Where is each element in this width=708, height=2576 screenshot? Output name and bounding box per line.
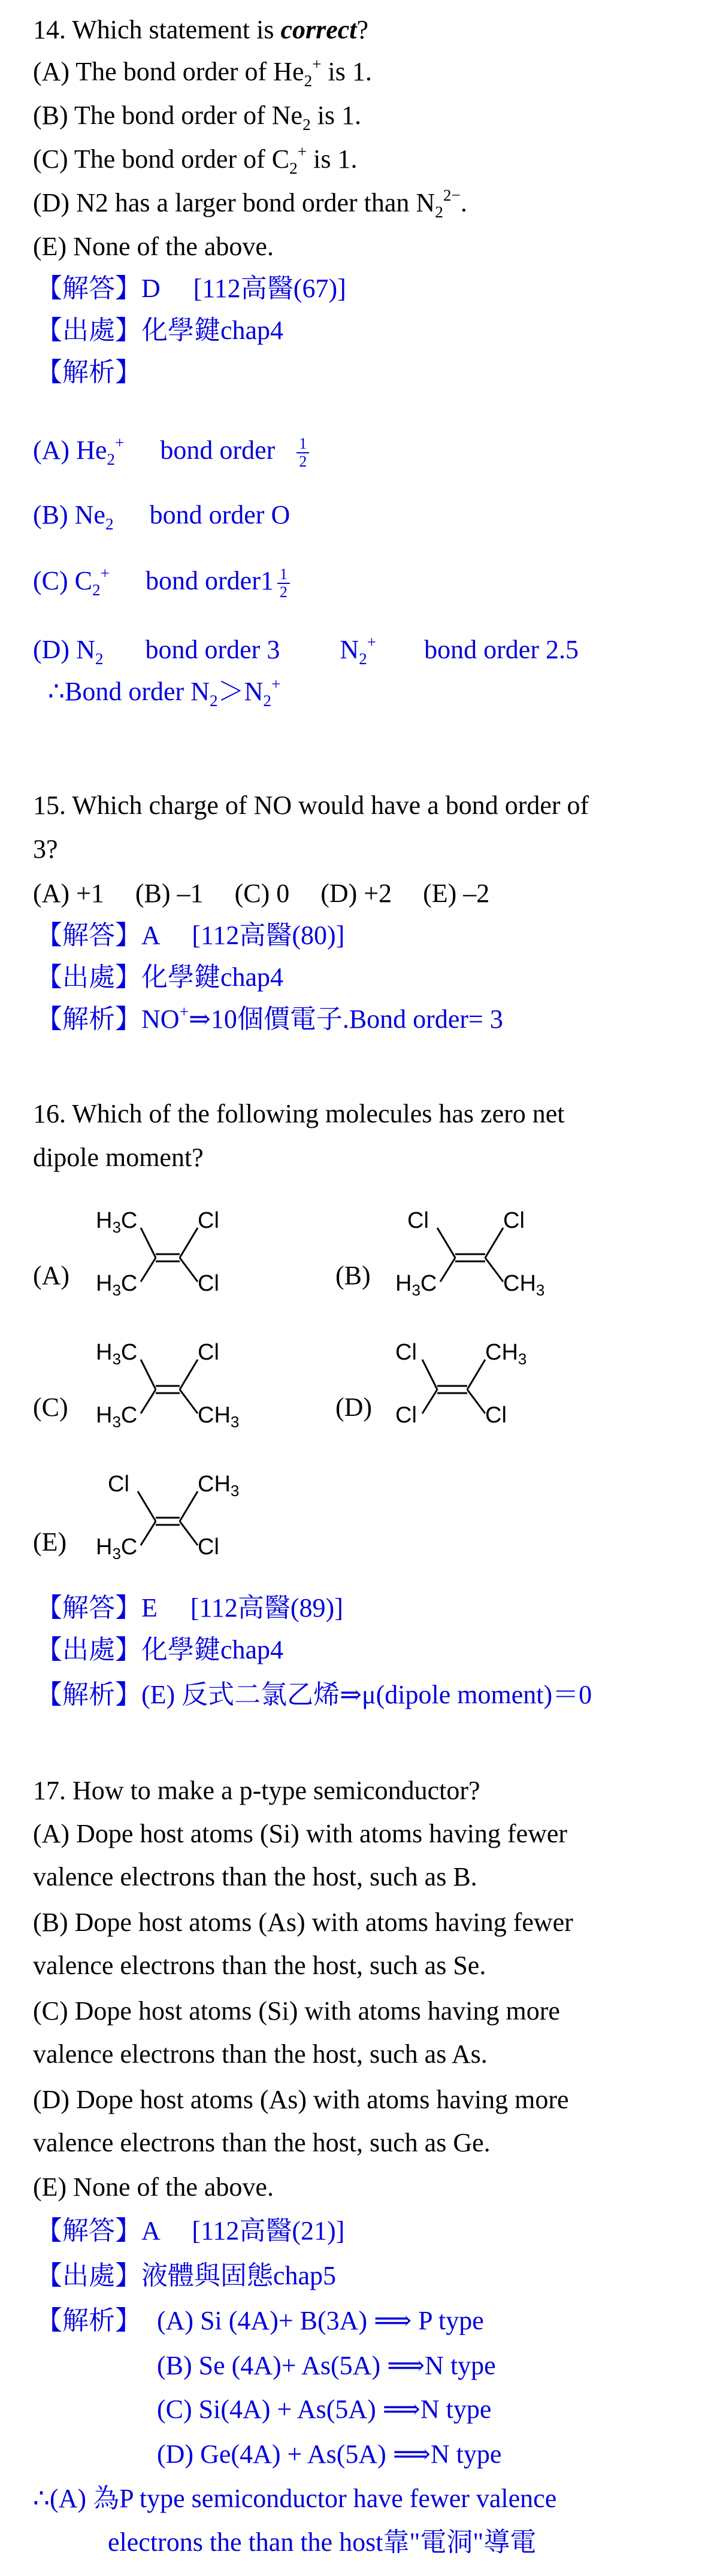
atom-label: Cl bbox=[108, 1472, 129, 1497]
q16-label-a: (A) bbox=[33, 1261, 70, 1290]
q16-label-b: (B) bbox=[335, 1261, 371, 1290]
q17-stem: 17. How to make a p-type semiconductor? bbox=[33, 1776, 480, 1805]
atom-label: Cl bbox=[198, 1534, 219, 1560]
q15-options bbox=[33, 876, 489, 912]
q16-stem-line2: dipole moment? bbox=[33, 1143, 204, 1172]
q17-option-d-line2: valence electrons than the host, such as Ge. bbox=[33, 2128, 491, 2157]
q15-option: (D) +2 bbox=[320, 879, 392, 908]
molecule-b bbox=[395, 1192, 593, 1309]
q14-option-c: (C) The bond order of $C_2^+$ is 1. bbox=[33, 142, 358, 177]
atom-label: Cl bbox=[407, 1208, 429, 1233]
q15-stem-line1: 15. Which charge of NO would have a bond order of bbox=[33, 791, 589, 820]
q17-option-b-line1: (B) Dope host atoms (As) with atoms having fewer bbox=[33, 1908, 573, 1937]
q15-option: (A) +1 bbox=[33, 879, 104, 908]
q15-stem-line2: 3? bbox=[33, 834, 58, 864]
q17-conclusion-line2: electrons the than the host靠"電洞"導電 bbox=[108, 2527, 537, 2557]
q16-source: 【出處】化學鍵chap4 bbox=[36, 1635, 284, 1664]
q14-conclusion: ∴Bond order $N_2>N_2^+$ bbox=[48, 674, 281, 710]
molecule-d bbox=[395, 1324, 593, 1440]
atom-label: $CH_3$ bbox=[198, 1403, 240, 1431]
atom-label: $H_3C$ bbox=[395, 1271, 437, 1299]
q17-analysis-line: (B) Se (4A)+ As(5A) ⟹N type bbox=[157, 2351, 496, 2380]
q17-option-c-line1: (C) Dope host atoms (Si) with atoms having more bbox=[33, 1996, 560, 2026]
q17-analysis-label: 【解析】 bbox=[36, 2306, 141, 2335]
q15-answer: 【解答】A [112高醫(80)] bbox=[36, 921, 345, 950]
molecule-a bbox=[90, 1192, 270, 1309]
atom-label: $H_3C$ bbox=[96, 1271, 138, 1299]
atom-label: Cl bbox=[198, 1340, 219, 1365]
fraction-half: $\frac{1}{2}$ bbox=[277, 566, 290, 601]
q15-source: 【出處】化學鍵chap4 bbox=[36, 962, 284, 992]
atom-label: Cl bbox=[198, 1271, 219, 1296]
atom-label: $H_3C$ bbox=[96, 1340, 138, 1368]
q14-analysis-d: (D) $N_2$ bond order 3 $N_2^+$ bond order 2.5 bbox=[33, 632, 579, 668]
q17-conclusion-line1: ∴(A) 為P type semiconductor have fewer valence bbox=[33, 2484, 557, 2513]
atom-label: $H_3C$ bbox=[96, 1534, 138, 1563]
q17-option-d-line1: (D) Dope host atoms (As) with atoms having more bbox=[33, 2085, 569, 2114]
molecule-e bbox=[90, 1455, 288, 1572]
q16-answer: 【解答】E [112高醫(89)] bbox=[36, 1593, 343, 1623]
q14-stem: 14. Which statement is correct? bbox=[33, 15, 369, 44]
q16-label-c: (C) bbox=[33, 1393, 68, 1422]
q17-option-e: (E) None of the above. bbox=[33, 2172, 274, 2202]
atom-label: Cl bbox=[395, 1340, 417, 1365]
q17-source: 【出處】液體與固態chap5 bbox=[36, 2261, 337, 2290]
q14-option-b: (B) The bond order of $Ne_2$ is 1. bbox=[33, 101, 362, 134]
q17-option-a-line1: (A) Dope host atoms (Si) with atoms having fewer bbox=[33, 1819, 568, 1848]
q14-option-d: (D) N2 has a larger bond order than $N_2^{2-}$. bbox=[33, 186, 467, 221]
q15-option: (B) –1 bbox=[135, 879, 204, 908]
q15-option: (C) 0 bbox=[234, 879, 290, 908]
q14-analysis-c: (C) $C_2^+$ bond order1 $\frac{1}{2}$ bbox=[33, 563, 290, 601]
atom-label: $CH_3$ bbox=[503, 1271, 545, 1299]
q14-analysis-label: 【解析】 bbox=[36, 358, 141, 387]
atom-label: Cl bbox=[198, 1208, 219, 1233]
molecule-c bbox=[90, 1324, 288, 1440]
q17-analysis-line: (A) Si (4A)+ B(3A) ⟹ P type bbox=[157, 2306, 484, 2335]
atom-label: $H_3C$ bbox=[96, 1208, 138, 1236]
q17-option-a-line2: valence electrons than the host, such as B. bbox=[33, 1862, 477, 1891]
atom-label: Cl bbox=[485, 1403, 507, 1428]
atom-label: $CH_3$ bbox=[485, 1340, 527, 1368]
q17-option-c-line2: valence electrons than the host, such as As. bbox=[33, 2039, 488, 2069]
atom-label: Cl bbox=[503, 1208, 525, 1233]
q17-analysis-line: (D) Ge(4A) + As(5A) ⟹N type bbox=[157, 2439, 502, 2469]
q14-answer: 【解答】D [112高醫(67)] bbox=[36, 274, 346, 303]
fraction-half: $\frac{1}{2}$ bbox=[296, 435, 309, 470]
q17-analysis-line: (C) Si(4A) + As(5A) ⟹N type bbox=[157, 2395, 492, 2424]
q15-analysis: 【解析】NO+⇒10個價電子.Bond order= 3 bbox=[36, 1002, 503, 1034]
atom-label: $H_3C$ bbox=[96, 1403, 138, 1431]
atom-label: $CH_3$ bbox=[198, 1472, 240, 1500]
q17-answer: 【解答】A [112高醫(21)] bbox=[36, 2216, 345, 2245]
q14-source: 【出處】化學鍵chap4 bbox=[36, 316, 284, 345]
q16-stem-line1: 16. Which of the following molecules has zero net bbox=[33, 1099, 565, 1128]
q14-analysis-b: (B) $Ne_2$ bond order O bbox=[33, 500, 291, 533]
q14-analysis-a: (A) $He_2^+$ bond order $\frac{1}{2}$ bbox=[33, 432, 309, 470]
q14-option-a: (A) The bond order of $He_2^+$ is 1. bbox=[33, 55, 372, 90]
q15-option: (E) –2 bbox=[423, 879, 490, 908]
q16-label-d: (D) bbox=[335, 1393, 373, 1422]
q14-option-e: (E) None of the above. bbox=[33, 232, 274, 261]
q16-label-e: (E) bbox=[33, 1527, 67, 1557]
atom-label: Cl bbox=[395, 1403, 417, 1428]
q17-option-b-line2: valence electrons than the host, such as Se. bbox=[33, 1951, 486, 1980]
q16-analysis: 【解析】(E) 反式二氯乙烯⇒μ(dipole moment)＝0 bbox=[36, 1680, 592, 1709]
